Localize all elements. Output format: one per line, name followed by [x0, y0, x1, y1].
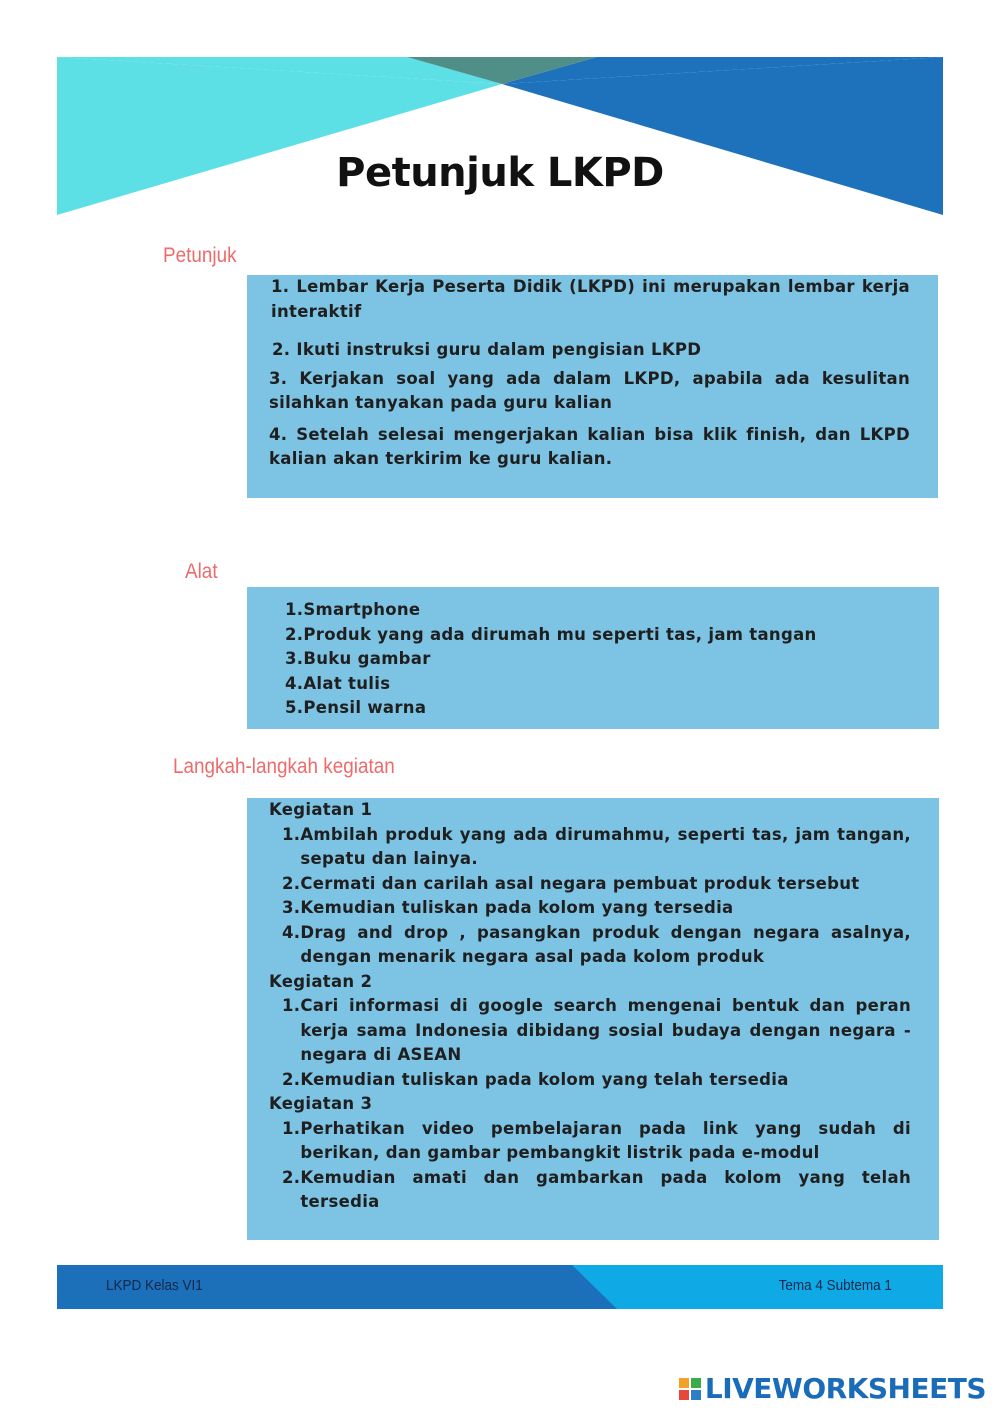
kegiatan-title: Kegiatan 2: [269, 971, 373, 991]
alat-item-text: Produk yang ada dirumah mu seperti tas, jam tangan: [303, 624, 817, 644]
step-num: 1.: [282, 824, 301, 844]
alat-item: [285, 672, 919, 697]
kegiatan-step: [282, 994, 911, 1068]
step-text: Kemudian amati dan gambarkan pada kolom yang telah tersedia: [300, 1167, 911, 1211]
kegiatan-1-steps: [269, 823, 911, 970]
alat-item-text: Pensil warna: [303, 698, 427, 717]
alat-item-num: 5.: [285, 698, 304, 717]
kegiatan-step: [282, 896, 911, 921]
alat-item-text: Smartphone: [303, 600, 421, 619]
petunjuk-box: [247, 275, 938, 498]
petunjuk-item-3: 3. Kerjakan soal yang ada dalam LKPD, apabila ada kesulitan silahkan tanyakan pada guru kalian: [269, 368, 910, 412]
alat-item-text: Alat tulis: [303, 673, 391, 693]
step-text: Cari informasi di google search mengenai bentuk dan peran kerja sama Indonesia dibidang sosial budaya dengan negara - negara di ASEAN: [300, 996, 911, 1064]
alat-box: [247, 587, 939, 729]
kegiatan-title: Kegiatan 3: [269, 1094, 373, 1113]
footer-right-text: Tema 4 Subtema 1: [778, 1277, 892, 1294]
petunjuk-item-4: 4. Setelah selesai mengerjakan kalian bisa klik finish, dan LKPD kalian akan terkirim ke guru kalian.: [269, 424, 910, 468]
liveworksheets-brand[interactable]: [679, 1372, 986, 1405]
page-title: Petunjuk LKPD: [336, 150, 664, 196]
kegiatan-step: [282, 823, 911, 872]
alat-list: [285, 598, 919, 721]
petunjuk-item-2: 2. Ikuti instruksi guru dalam pengisian LKPD: [272, 340, 702, 359]
step-num: 1.: [282, 996, 301, 1015]
alat-item-num: 4.: [285, 673, 304, 693]
kegiatan-step: [282, 1117, 911, 1166]
step-text: Ambilah produk yang ada dirumahmu, seperti tas, jam tangan, sepatu dan lainya.: [300, 824, 911, 868]
alat-item: [285, 647, 919, 672]
kegiatan-step: [282, 1166, 911, 1215]
step-num: 2.: [282, 873, 301, 893]
kegiatan-3-steps: [269, 1117, 911, 1215]
alat-item-text: Buku gambar: [303, 649, 431, 668]
step-num: 3.: [282, 898, 301, 917]
langkah-box: [247, 798, 939, 1240]
kegiatan-step: [282, 872, 911, 897]
step-text: Kemudian tuliskan pada kolom yang tersedia: [300, 898, 734, 917]
liveworksheets-logo-icon: [679, 1378, 701, 1400]
petunjuk-item-1: 1. Lembar Kerja Peserta Didik (LKPD) ini merupakan lembar kerja interaktif: [271, 277, 910, 321]
section-label-petunjuk: Petunjuk: [163, 244, 237, 267]
alat-item-num: 2.: [285, 624, 304, 644]
liveworksheets-logo-text: LIVEWORKSHEETS: [704, 1372, 986, 1405]
kegiatan-step: [282, 921, 911, 970]
footer-left-text: LKPD Kelas VI1: [106, 1277, 203, 1294]
step-num: 2.: [282, 1069, 301, 1089]
step-num: 4.: [282, 922, 301, 942]
step-num: 2.: [282, 1167, 301, 1187]
alat-item-num: 1.: [285, 600, 304, 619]
section-label-alat: Alat: [185, 560, 218, 583]
alat-item: [285, 598, 919, 623]
step-text: Drag and drop , pasangkan produk dengan negara asalnya, dengan menarik negara asal pada kolom produk: [300, 922, 911, 966]
alat-item: [285, 623, 919, 648]
step-text: Perhatikan video pembelajaran pada link yang sudah di berikan, dan gambar pembangkit listrik pada e-modul: [300, 1118, 911, 1162]
kegiatan-2-steps: [269, 994, 911, 1092]
alat-item: [285, 696, 919, 721]
step-text: Kemudian tuliskan pada kolom yang telah tersedia: [300, 1069, 789, 1089]
step-text: Cermati dan carilah asal negara pembuat produk tersebut: [300, 873, 860, 893]
alat-item-num: 3.: [285, 649, 304, 668]
kegiatan-step: [282, 1068, 911, 1093]
step-num: 1.: [282, 1118, 301, 1138]
kegiatan-title: Kegiatan 1: [269, 800, 373, 819]
section-label-langkah: Langkah-langkah kegiatan: [173, 755, 395, 778]
